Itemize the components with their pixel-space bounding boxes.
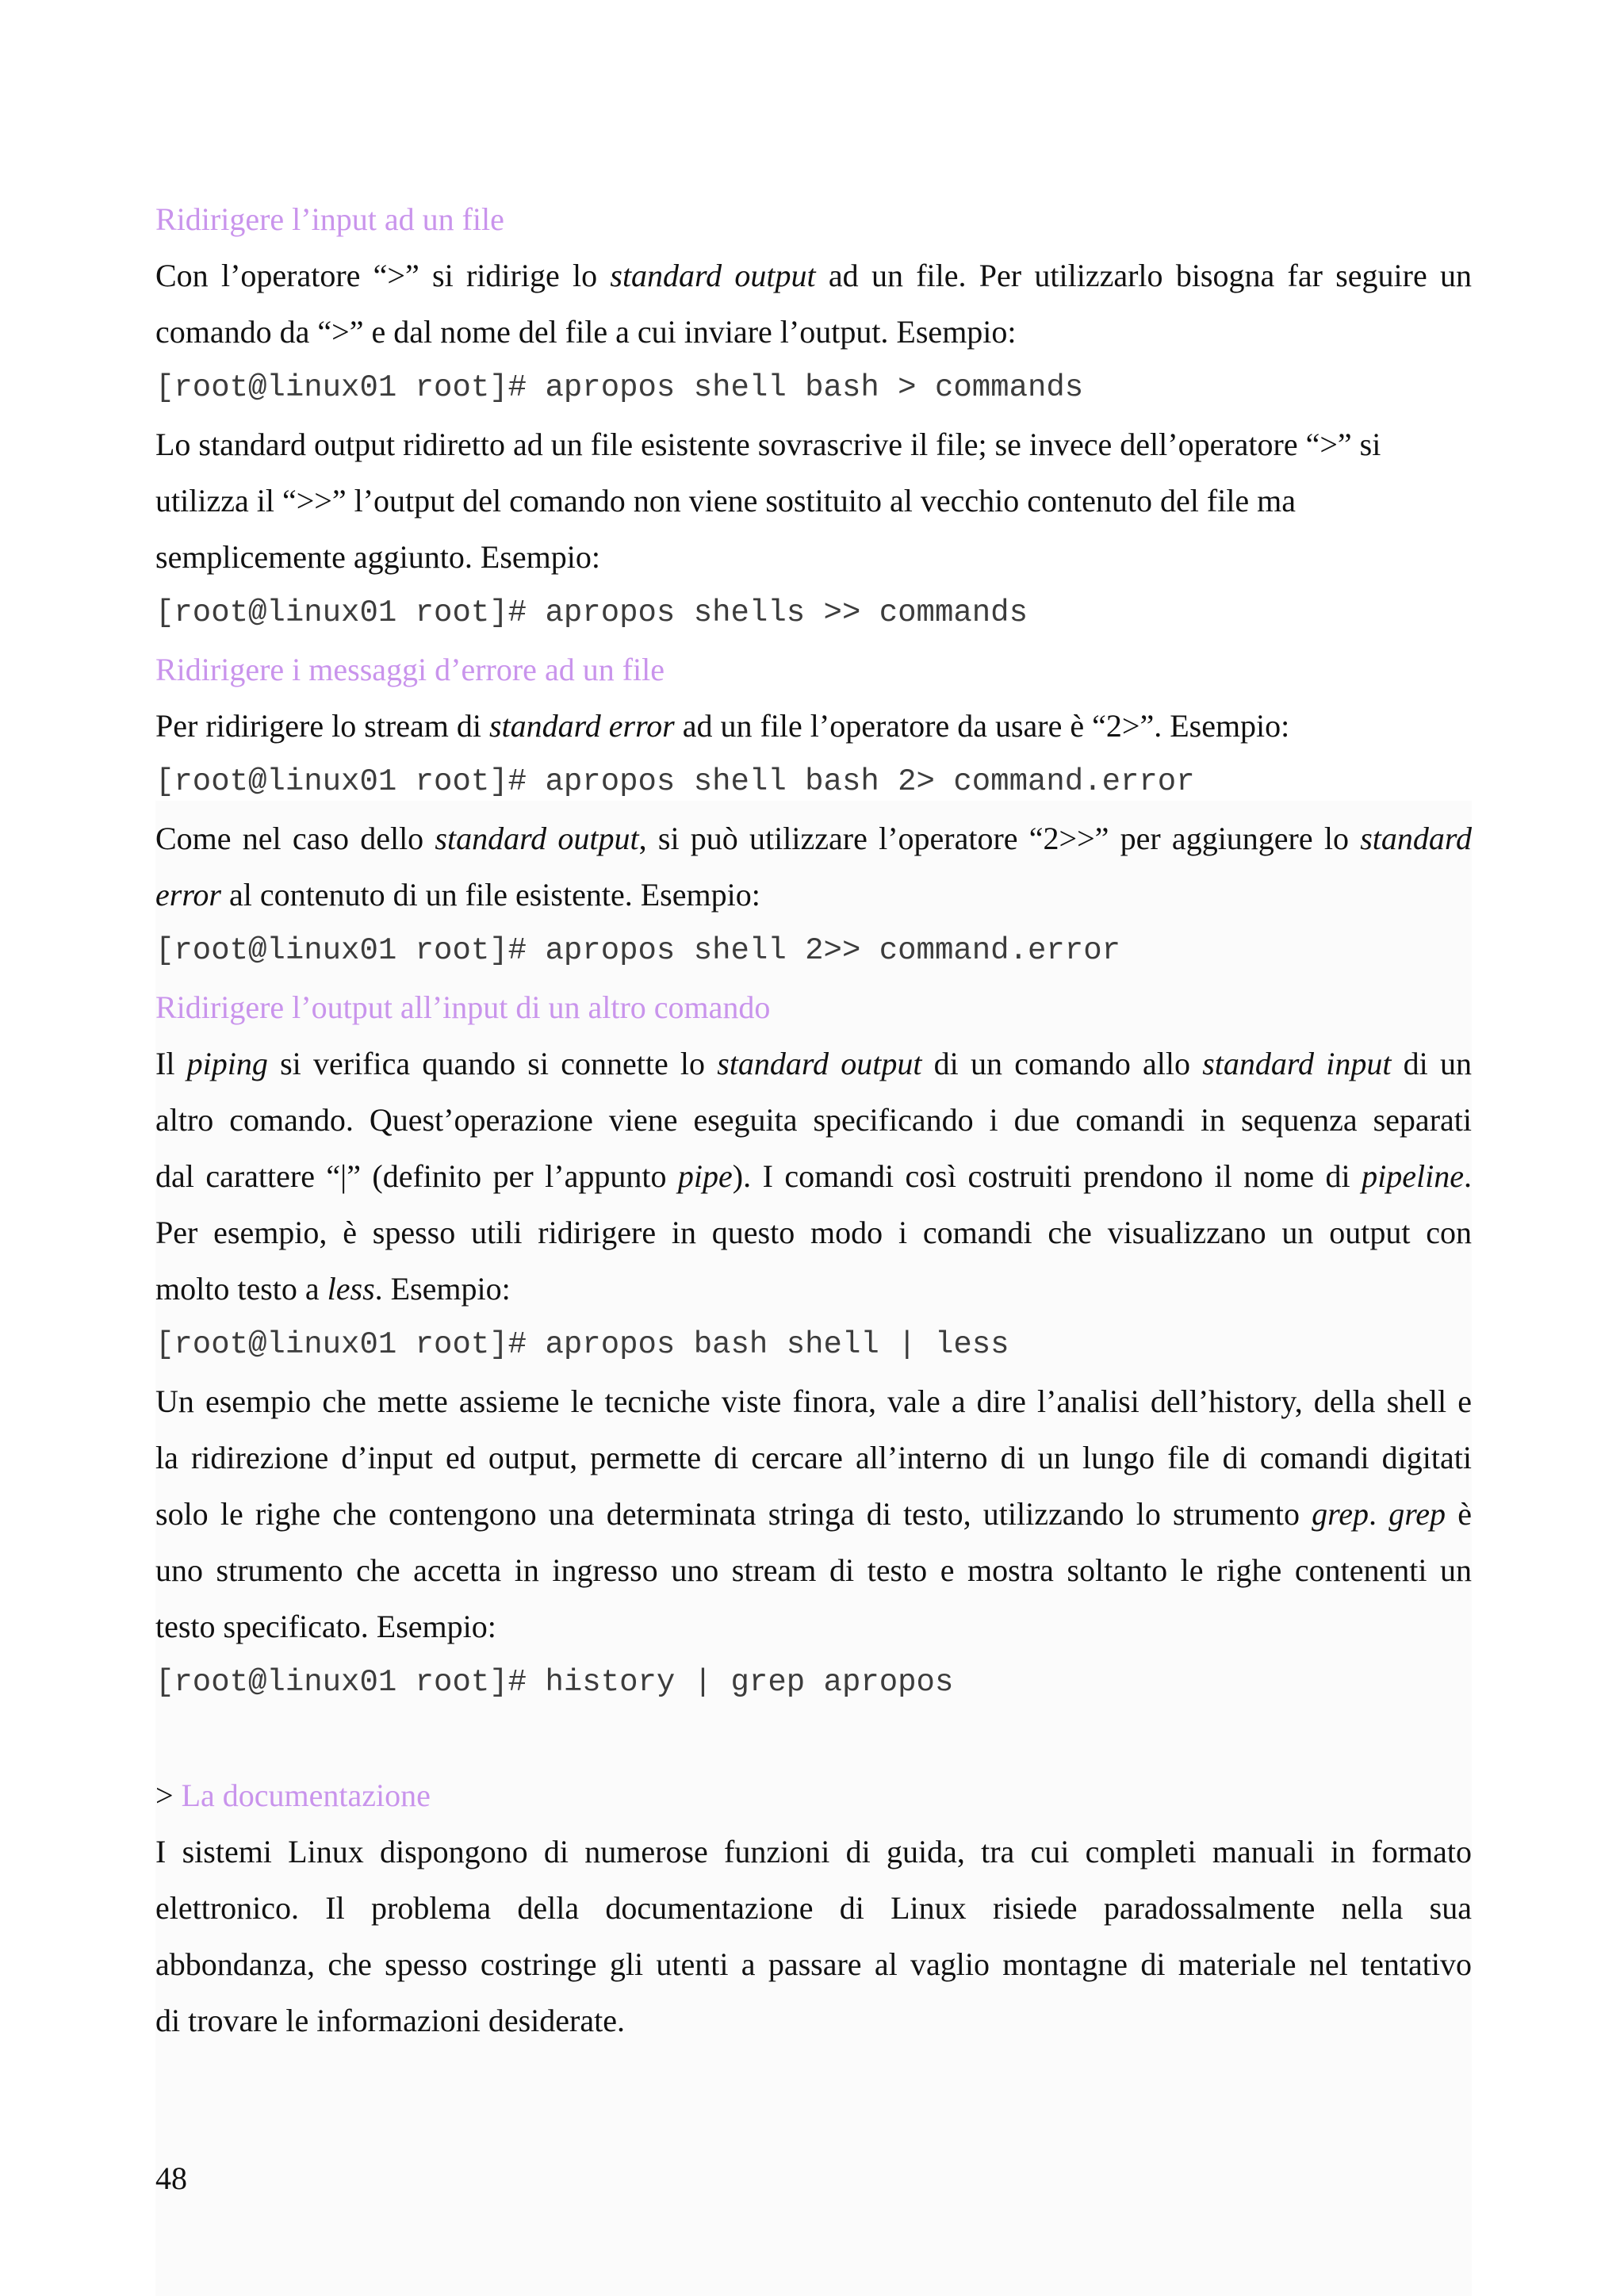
text-line: semplicemente aggiunto. Esempio: <box>155 539 600 575</box>
heading-redirect-input: Ridirigere l’input ad un file <box>155 201 504 237</box>
text-line: I sistemi Linux dispongono di numerose funzioni di guida, tra cui completi manuali in formato <box>155 1834 1472 1869</box>
code-example-1: [root@linux01 root]# apropos shell bash > commands <box>155 370 1084 405</box>
code-example-3: [root@linux01 root]# apropos shell bash 2> command.error <box>155 764 1195 799</box>
heading-piping: Ridirigere l’output all’input di un altro comando <box>155 989 771 1025</box>
page-body <box>155 191 1472 2049</box>
text-line: Lo standard output ridiretto ad un file esistente sovrascrive il file; se invece dell’operatore “>” si <box>155 427 1381 462</box>
text-line: di trovare le informazioni desiderate. <box>155 2003 625 2038</box>
paragraph-documentation <box>155 1823 1472 2049</box>
text-line: utilizza il “>>” l’output del comando non viene sostituito al vecchio contenuto del file ma <box>155 483 1297 519</box>
paragraph-grep <box>155 1373 1472 1655</box>
text-line: Per esempio, è spesso utili ridirigere in questo modo i comandi che visualizzano un output con <box>155 1215 1472 1250</box>
text-line: elettronico. Il problema della documentazione di Linux risiede paradossalmente nella sua <box>155 1890 1472 1926</box>
paragraph-standard-error <box>155 698 1472 754</box>
heading-documentation-text: La documentazione <box>181 1777 431 1813</box>
text-line: comando da “>” e dal nome del file a cui inviare l’output. Esempio: <box>155 314 1017 350</box>
code-example-4: [root@linux01 root]# apropos shell 2>> command.error <box>155 933 1120 968</box>
code-example-2: [root@linux01 root]# apropos shells >> commands <box>155 595 1028 630</box>
heading-redirect-errors: Ridirigere i messaggi d’errore ad un file <box>155 652 665 687</box>
heading-documentation <box>155 1767 1472 1823</box>
text-line: Il piping si verifica quando si connette lo standard output di un comando allo standard input di un <box>155 1046 1472 1081</box>
page-number: 48 <box>155 2160 187 2196</box>
text-line: altro comando. Quest’operazione viene eseguita specificando i due comandi in sequenza separati <box>155 1102 1472 1138</box>
text-line: Con l’operatore “>” si ridirige lo standard output ad un file. Per utilizzarlo bisogna far seguire un <box>155 258 1472 293</box>
text-line: testo specificato. Esempio: <box>155 1609 496 1644</box>
text-line: solo le righe che contengono una determinata stringa di testo, utilizzando lo strumento grep. grep è <box>155 1496 1472 1532</box>
text-line: uno strumento che accetta in ingresso uno stream di testo e mostra soltanto le righe contenenti un <box>155 1552 1472 1588</box>
paragraph-append-error <box>155 810 1472 923</box>
text-line: la ridirezione d’input ed output, permette di cercare all’interno di un lungo file di comandi digitati <box>155 1440 1472 1475</box>
section-gap <box>155 1711 1472 1767</box>
text-line: Per ridirigere lo stream di standard error ad un file l’operatore da usare è “2>”. Esempio: <box>155 708 1290 744</box>
paragraph-piping <box>155 1035 1472 1317</box>
text-line: error al contenuto di un file esistente. Esempio: <box>155 877 760 913</box>
text-line: abbondanza, che spesso costringe gli utenti a passare al vaglio montagne di materiale nel tentativo <box>155 1946 1472 1982</box>
paragraph-redirect-output <box>155 247 1472 360</box>
text-line: molto testo a less. Esempio: <box>155 1271 511 1307</box>
paragraph-append-output <box>155 416 1472 585</box>
text-line: Come nel caso dello standard output, si può utilizzare l’operatore “2>>” per aggiungere lo standard <box>155 821 1472 856</box>
heading-prefix: > <box>155 1777 182 1813</box>
text-line: Un esempio che mette assieme le tecniche viste finora, vale a dire l’analisi dell’history, della shell e <box>155 1383 1472 1419</box>
code-example-6: [root@linux01 root]# history | grep apropos <box>155 1665 954 1700</box>
code-example-5: [root@linux01 root]# apropos bash shell | less <box>155 1327 1009 1362</box>
text-line: dal carattere “|” (definito per l’appunto pipe). I comandi così costruiti prendono il nome di pipeline. <box>155 1158 1472 1194</box>
